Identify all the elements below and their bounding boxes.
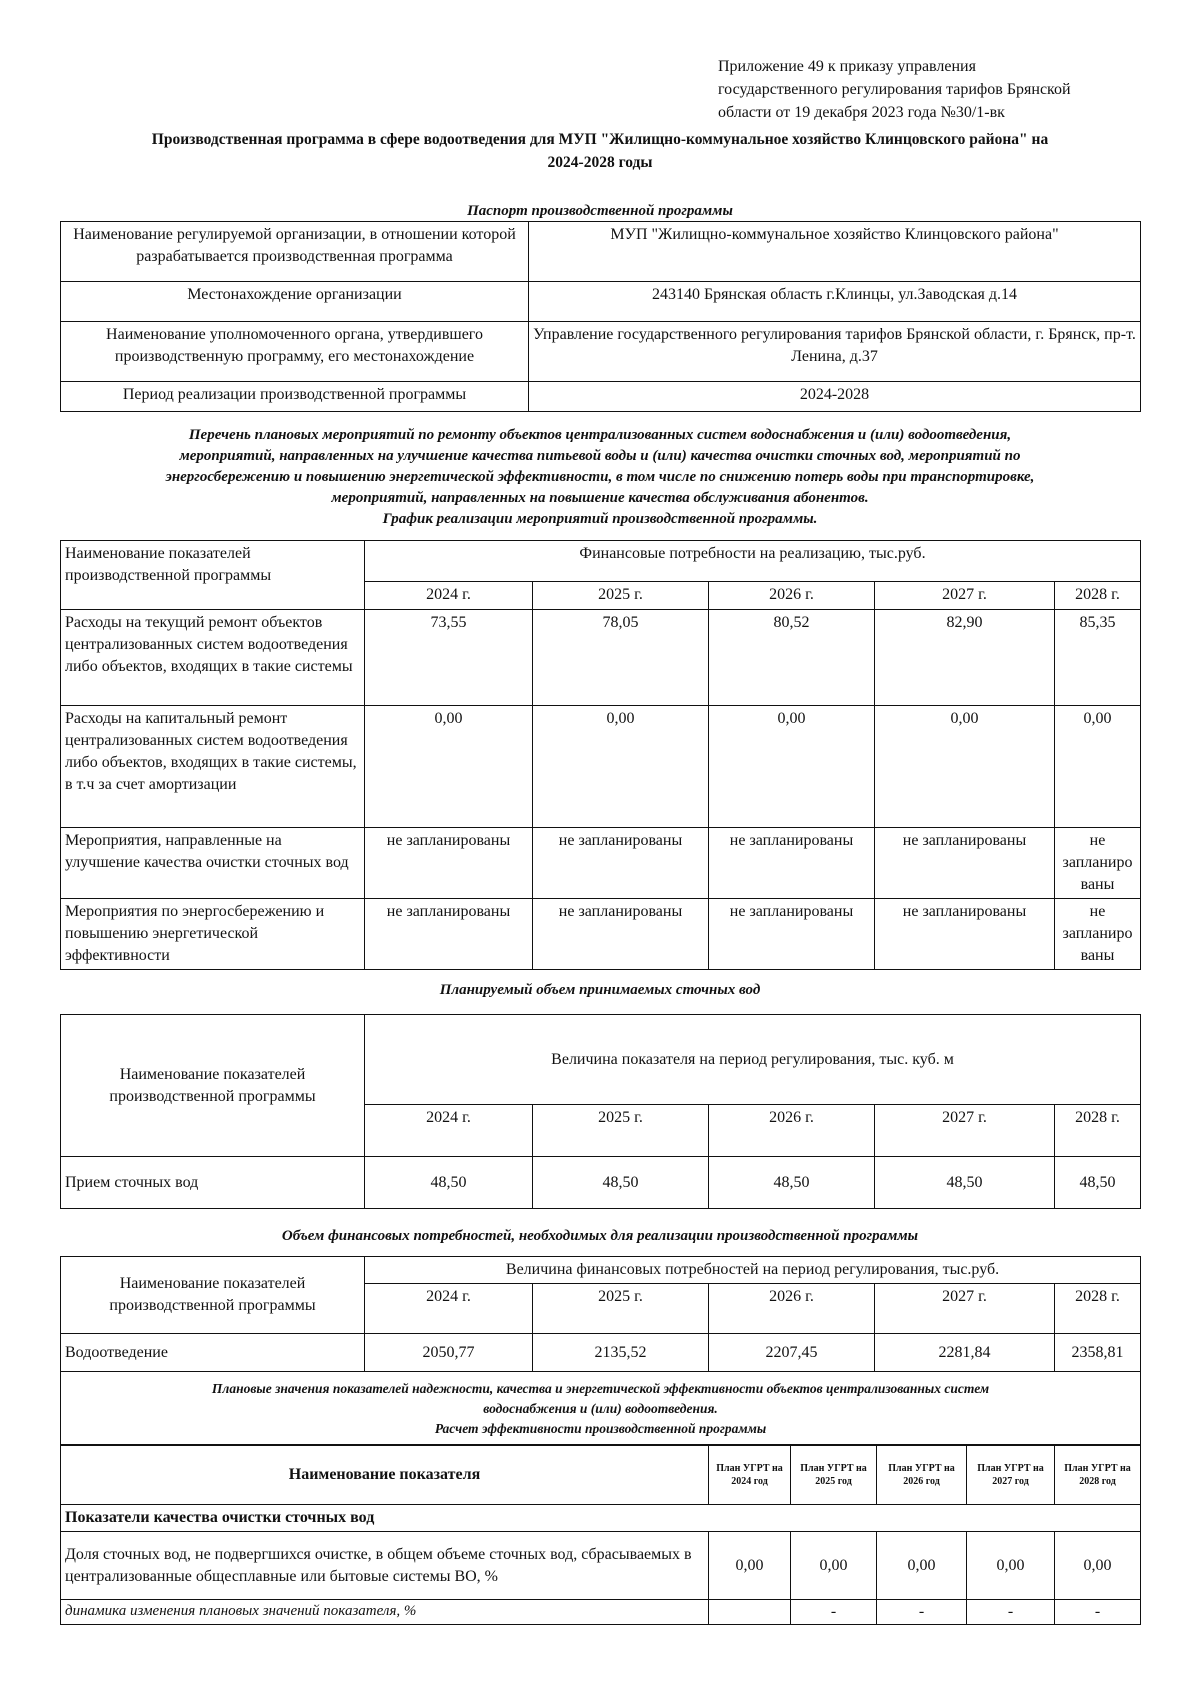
- passport-label: Местонахождение организации: [61, 282, 529, 322]
- value-cell: не запланиро ваны: [1055, 828, 1141, 899]
- column-header: Наименование показателей производственной программы: [61, 1257, 365, 1334]
- passport-table: [60, 221, 1141, 412]
- passport-label: Наименование регулируемой организации, в отношении которой разрабатывается производственная программа: [61, 222, 529, 282]
- year-header: 2028 г.: [1055, 582, 1141, 610]
- value-cell: не запланированы: [709, 899, 875, 970]
- row-name: Мероприятия, направленные на улучшение качества очистки сточных вод: [61, 828, 365, 899]
- indicators-note: [61, 1372, 1141, 1446]
- value-cell: не запланированы: [533, 899, 709, 970]
- year-header: 2027 г.: [875, 1284, 1055, 1334]
- value-cell: 2135,52: [533, 1334, 709, 1372]
- year-header: 2025 г.: [533, 582, 709, 610]
- row-name: Расходы на текущий ремонт объектов централизованных систем водоотведения либо объектов, входящих в такие системы: [61, 610, 365, 706]
- heading-line: Перечень плановых мероприятий по ремонту объектов централизованных систем водоснабжения и (или) водоотведения,: [188, 427, 1012, 443]
- value-cell: 82,90: [875, 610, 1055, 706]
- year-header: 2024 г.: [365, 582, 533, 610]
- passport-value: 2024-2028: [529, 382, 1141, 412]
- table-row: [61, 899, 1141, 970]
- heading-line: График реализации мероприятий производственной программы.: [382, 511, 818, 527]
- value-cell: 0,00: [1055, 706, 1141, 828]
- plan-header: План УГРТ на 2025 год: [791, 1445, 877, 1505]
- note-line: Расчет эффективности производственной программы: [434, 1420, 767, 1436]
- plan-header: План УГРТ на 2024 год: [709, 1445, 791, 1505]
- value-cell: 2207,45: [709, 1334, 875, 1372]
- note-line: водоснабжения и (или) водоотведения.: [483, 1400, 718, 1416]
- table-row: [61, 1015, 1141, 1105]
- passport-heading: Паспорт производственной программы: [467, 203, 733, 219]
- heading-line: мероприятий, направленных на улучшение качества питьевой воды и (или) качества очистки сточных вод, мероприятий по: [179, 448, 1021, 464]
- value-cell: 0,00: [875, 706, 1055, 828]
- row-name: Водоотведение: [61, 1334, 365, 1372]
- year-header: 2026 г.: [709, 1105, 875, 1157]
- table-row: [61, 322, 1141, 382]
- value-cell: 0,00: [1055, 1532, 1141, 1600]
- passport-value: МУП "Жилищно-коммунальное хозяйство Клинцовского района": [529, 222, 1141, 282]
- value-cell: 0,00: [709, 1532, 791, 1600]
- year-header: 2025 г.: [533, 1105, 709, 1157]
- value-cell: 48,50: [365, 1157, 533, 1209]
- volume-heading: Планируемый объем принимаемых сточных вод: [439, 982, 761, 998]
- value-cell: 78,05: [533, 610, 709, 706]
- value-cell: [709, 1600, 791, 1625]
- table-row: [61, 610, 1141, 706]
- value-cell: 2281,84: [875, 1334, 1055, 1372]
- appendix-line: Приложение 49 к приказу управления: [718, 58, 976, 75]
- table-row: [61, 1600, 1141, 1625]
- plan-header: План УГРТ на 2028 год: [1055, 1445, 1141, 1505]
- value-cell: не запланированы: [533, 828, 709, 899]
- table-row: [61, 1334, 1141, 1372]
- table-row: [61, 1532, 1141, 1600]
- table-row: [61, 282, 1141, 322]
- passport-label: Период реализации производственной программы: [61, 382, 529, 412]
- column-header: Наименование показателя: [61, 1445, 709, 1505]
- table-row: [61, 382, 1141, 412]
- appendix-note: [718, 55, 1138, 124]
- value-cell: не запланиро ваны: [1055, 899, 1141, 970]
- passport-label: Наименование уполномоченного органа, утвердившего производственную программу, его местонахождение: [61, 322, 529, 382]
- value-cell: 0,00: [365, 706, 533, 828]
- title-line: Производственная программа в сфере водоотведения для МУП "Жилищно-коммунальное хозяйство Клинцовского района" на: [151, 131, 1049, 148]
- value-cell: не запланированы: [709, 828, 875, 899]
- plan-header: План УГРТ на 2026 год: [877, 1445, 967, 1505]
- year-header: 2025 г.: [533, 1284, 709, 1334]
- year-header: 2027 г.: [875, 1105, 1055, 1157]
- table-row: [61, 1445, 1141, 1505]
- row-name: Расходы на капитальный ремонт централизованных систем водоотведения либо объектов, входящих в такие системы, в т.ч за счет амортизации: [61, 706, 365, 828]
- year-header: 2028 г.: [1055, 1105, 1141, 1157]
- year-header: 2028 г.: [1055, 1284, 1141, 1334]
- table-row: [61, 706, 1141, 828]
- value-cell: -: [877, 1600, 967, 1625]
- measures-table: [60, 540, 1141, 970]
- finance-table: [60, 1256, 1141, 1446]
- row-name: динамика изменения плановых значений показателя, %: [61, 1600, 709, 1625]
- passport-value: 243140 Брянская область г.Клинцы, ул.Заводская д.14: [529, 282, 1141, 322]
- year-header: 2024 г.: [365, 1284, 533, 1334]
- document-title: [60, 128, 1140, 174]
- year-header: 2027 г.: [875, 582, 1055, 610]
- value-cell: не запланированы: [875, 828, 1055, 899]
- measures-heading: [60, 425, 1140, 530]
- value-cell: 48,50: [709, 1157, 875, 1209]
- value-cell: 48,50: [533, 1157, 709, 1209]
- table-row: [61, 828, 1141, 899]
- value-cell: 48,50: [875, 1157, 1055, 1209]
- value-cell: 0,00: [967, 1532, 1055, 1600]
- indicators-table: [60, 1444, 1141, 1625]
- plan-header: План УГРТ на 2027 год: [967, 1445, 1055, 1505]
- value-cell: 73,55: [365, 610, 533, 706]
- year-header: 2026 г.: [709, 1284, 875, 1334]
- value-cell: 0,00: [533, 706, 709, 828]
- value-cell: не запланированы: [875, 899, 1055, 970]
- appendix-line: государственного регулирования тарифов Брянской: [718, 81, 1071, 98]
- heading-line: энергосбережению и повышению энергетической эффективности, в том числе по снижению потерь воды при транспортировке,: [165, 469, 1035, 485]
- heading-line: мероприятий, направленных на повышение качества обслуживания абонентов.: [331, 490, 869, 506]
- passport-value: Управление государственного регулирования тарифов Брянской области, г. Брянск, пр-т. Ленина, д.37: [529, 322, 1141, 382]
- appendix-line: области от 19 декабря 2023 года №30/1-вк: [718, 104, 1005, 121]
- table-row: [61, 1372, 1141, 1446]
- value-cell: 48,50: [1055, 1157, 1141, 1209]
- column-group-header: Финансовые потребности на реализацию, тыс.руб.: [365, 541, 1141, 582]
- year-header: 2024 г.: [365, 1105, 533, 1157]
- table-row: [61, 541, 1141, 582]
- column-group-header: Величина показателя на период регулирования, тыс. куб. м: [365, 1015, 1141, 1105]
- column-group-header: Величина финансовых потребностей на период регулирования, тыс.руб.: [365, 1257, 1141, 1284]
- finance-heading: Объем финансовых потребностей, необходимых для реализации производственной программы: [281, 1228, 919, 1244]
- title-line: 2024-2028 годы: [547, 154, 653, 171]
- value-cell: -: [1055, 1600, 1141, 1625]
- table-row: [61, 1505, 1141, 1532]
- value-cell: 80,52: [709, 610, 875, 706]
- row-name: Прием сточных вод: [61, 1157, 365, 1209]
- column-header: Наименование показателей производственной программы: [61, 541, 365, 610]
- value-cell: -: [791, 1600, 877, 1625]
- value-cell: 2050,77: [365, 1334, 533, 1372]
- value-cell: не запланированы: [365, 828, 533, 899]
- table-row: [61, 222, 1141, 282]
- year-header: 2026 г.: [709, 582, 875, 610]
- row-name: Мероприятия по энергосбережению и повышению энергетической эффективности: [61, 899, 365, 970]
- note-line: Плановые значения показателей надежности, качества и энергетической эффективности объектов централизованных систем: [211, 1380, 990, 1396]
- table-row: [61, 1257, 1141, 1284]
- value-cell: 0,00: [877, 1532, 967, 1600]
- row-name: Доля сточных вод, не подвергшихся очистке, в общем объеме сточных вод, сбрасываемых в централизованные общесплавные или бытовые системы ВО, %: [61, 1532, 709, 1600]
- value-cell: 85,35: [1055, 610, 1141, 706]
- value-cell: -: [967, 1600, 1055, 1625]
- column-header: Наименование показателей производственной программы: [61, 1015, 365, 1157]
- value-cell: 2358,81: [1055, 1334, 1141, 1372]
- volume-table: [60, 1014, 1141, 1209]
- section-header: Показатели качества очистки сточных вод: [61, 1505, 1141, 1532]
- table-row: [61, 1157, 1141, 1209]
- value-cell: 0,00: [709, 706, 875, 828]
- value-cell: не запланированы: [365, 899, 533, 970]
- value-cell: 0,00: [791, 1532, 877, 1600]
